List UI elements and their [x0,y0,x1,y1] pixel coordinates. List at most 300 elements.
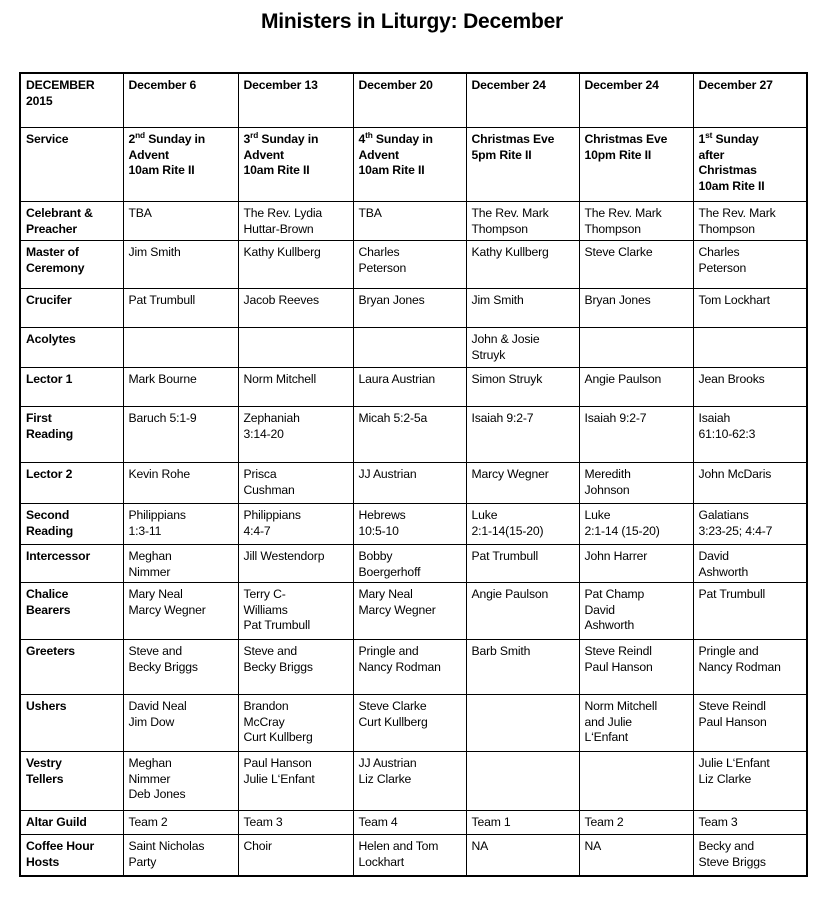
cell-line: Angie Paulson [471,587,549,602]
cell-line: Vestry [26,756,62,771]
ordinal-suffix: th [365,129,373,140]
cell-line: Julie L‘Enfant [243,771,315,786]
cell-line: 3rd Sunday in [243,129,319,146]
table-row [20,202,807,241]
table-cell [353,368,466,407]
cell-line: Lockhart [358,854,405,869]
table-cell [123,128,238,202]
cell-line: 10:5-10 [358,523,399,538]
table-cell [579,640,693,695]
row-label [20,328,123,368]
cell-line: NA [471,839,489,854]
cell-line: Celebrant & [26,206,93,220]
table-cell [693,241,807,289]
cell-line: Angie Paulson [584,372,662,386]
table-row [20,241,807,289]
cell-line: Terry C- [243,587,286,602]
ordinal-suffix: nd [135,129,145,140]
cell-line: Curt Kullberg [358,714,428,729]
cell-line: Pat Trumbull [471,549,539,563]
cell-line: Choir [243,839,272,854]
table-cell [466,695,579,752]
cell-line: Greeters [26,644,75,659]
cell-line: Steve Reindl [584,644,652,659]
cell-line: Team 3 [243,815,283,830]
cell-line: after [698,147,725,162]
cell-line: 4:4-7 [243,523,271,538]
cell-line: Team 2 [584,815,624,830]
table-cell [238,504,353,545]
cell-line: David [698,549,729,563]
table-cell [466,463,579,504]
table-cell [579,128,693,202]
cell-line: DECEMBER [26,78,95,92]
table-cell [353,202,466,241]
table-cell [466,128,579,202]
table-header-row [20,73,807,128]
cell-line: Pringle and [698,644,759,659]
cell-line: Chalice [26,587,69,602]
cell-line: Isaiah [698,411,731,425]
cell-line: TBA [128,206,152,220]
cell-line: Bobby [358,549,393,563]
table-cell [466,289,579,328]
table-cell [579,202,693,241]
cell-line: Marcy Wegner [358,602,436,617]
cell-line: 1:3-11 [128,523,162,538]
cell-line: Advent [243,147,284,162]
table-cell [238,811,353,835]
table-cell [693,752,807,811]
cell-line: Jim Dow [128,714,175,729]
table-cell [579,695,693,752]
cell-line: Baruch 5:1-9 [128,411,197,425]
table-cell [353,752,466,811]
table-cell [693,583,807,640]
table-cell [353,811,466,835]
cell-line: Liz Clarke [698,771,752,786]
table-cell [123,695,238,752]
table-cell [466,241,579,289]
cell-line: Steve Clarke [358,699,427,714]
cell-line: Isaiah 9:2-7 [471,411,534,425]
cell-line: Reading [26,523,74,538]
cell-line: Coffee Hour [26,839,95,854]
cell-line: Becky Briggs [243,659,313,674]
cell-line: Nancy Rodman [358,659,441,674]
cell-line: Micah 5:2-5a [358,411,428,425]
table-cell [466,545,579,583]
row-label [20,504,123,545]
cell-line: Charles [358,245,400,259]
cell-line: Norm Mitchell [584,699,658,714]
cell-line: Christmas Eve [584,132,668,146]
cell-line: Meredith [584,467,631,481]
column-header-6: December 27 [693,73,807,128]
cell-line: Paul Hanson [243,756,312,771]
cell-line: Team 2 [128,815,168,830]
cell-line: Steve Clarke [584,245,653,259]
row-label [20,811,123,835]
cell-line: Tellers [26,771,64,786]
cell-line: 5pm Rite II [471,147,532,162]
cell-line: Curt Kullberg [243,730,313,745]
cell-line: NA [584,839,602,854]
cell-line: Philippians [128,508,186,522]
cell-line: Ashworth [698,564,749,579]
table-cell [466,811,579,835]
cell-line: The Rev. Mark [584,206,662,220]
row-label [20,289,123,328]
cell-line: Luke [584,508,611,522]
table-cell [579,407,693,463]
table-cell [353,545,466,583]
column-header-4: December 24 [466,73,579,128]
table-cell [693,811,807,835]
cell-line: Isaiah 9:2-7 [584,411,647,425]
cell-line: Pat Trumbull [128,293,196,307]
corner-header-cell [20,73,123,128]
cell-line: Thompson [584,221,641,236]
cell-line: Pat Trumbull [698,587,766,602]
table-cell [123,583,238,640]
table-cell [123,463,238,504]
cell-line: Pringle and [358,644,419,659]
cell-line: Pat Trumbull [243,618,311,633]
table-cell [238,289,353,328]
cell-line: Steve Briggs [698,854,766,869]
table-cell [353,328,466,368]
table-cell [579,463,693,504]
cell-line: Team 4 [358,815,398,830]
cell-line: Meghan [128,549,172,563]
cell-line: Kevin Rohe [128,467,191,481]
cell-line: Julie L‘Enfant [698,756,770,771]
cell-line: Ashworth [584,618,635,633]
table-cell [238,640,353,695]
table-cell [353,695,466,752]
cell-line: Peterson [358,260,407,275]
cell-line: Paul Hanson [698,714,767,729]
cell-line: Team 3 [698,815,738,830]
cell-line: and Julie [584,714,632,729]
table-cell [693,545,807,583]
cell-line: Jim Smith [471,293,524,307]
cell-line: Thompson [471,221,528,236]
cell-line: 10am Rite II [243,163,310,178]
column-header-1: December 6 [123,73,238,128]
cell-line: John & Josie [471,332,540,346]
table-cell [466,328,579,368]
row-label [20,583,123,640]
cell-line: Brandon [243,699,289,714]
table-cell [123,504,238,545]
row-label [20,202,123,241]
cell-line: Lector 2 [26,467,73,481]
table-cell [693,504,807,545]
cell-line: 2:1-14(15-20) [471,523,544,538]
table-cell [238,328,353,368]
cell-line: Altar Guild [26,815,87,830]
cell-line: First [26,411,52,425]
cell-line: Team 1 [471,815,511,830]
table-cell [238,752,353,811]
table-row [20,752,807,811]
cell-line: Bearers [26,602,71,617]
cell-line: The Rev. Lydia [243,206,323,220]
cell-line: 3:14-20 [243,426,284,441]
table-cell [238,407,353,463]
table-cell [466,407,579,463]
cell-line: L‘Enfant [584,730,629,745]
cell-line: Jill Westendorp [243,549,325,563]
cell-line: Peterson [698,260,747,275]
table-row [20,504,807,545]
cell-line: Liz Clarke [358,771,412,786]
cell-line: Boergerhoff [358,564,421,579]
schedule-table-container [19,72,806,877]
table-cell [579,368,693,407]
table-cell [693,695,807,752]
table-cell [238,695,353,752]
cell-line: Bryan Jones [584,293,651,307]
cell-line: The Rev. Mark [698,206,776,220]
table-cell [123,328,238,368]
table-cell [238,583,353,640]
cell-line: Mark Bourne [128,372,197,386]
cell-line: Jean Brooks [698,372,765,386]
cell-line: Advent [358,147,399,162]
table-cell [353,241,466,289]
table-cell [123,241,238,289]
cell-line: Party [128,854,157,869]
cell-line: Mary Neal [128,587,183,602]
cell-line: 2nd Sunday in [128,129,206,146]
table-row [20,368,807,407]
cell-line: David Neal [128,699,187,714]
cell-line: Barb Smith [471,644,531,659]
table-cell [123,202,238,241]
cell-line: Steve and [243,644,298,659]
table-cell [123,811,238,835]
table-row [20,811,807,835]
table-cell [123,835,238,877]
cell-line: David [584,602,615,617]
table-cell [353,128,466,202]
cell-line: Crucifer [26,293,72,307]
cell-line: Preacher [26,221,77,236]
table-cell [238,368,353,407]
cell-line: Jim Smith [128,245,181,259]
table-cell [579,504,693,545]
table-cell [238,835,353,877]
cell-line: Zephaniah [243,411,300,425]
cell-line: Hosts [26,854,60,869]
cell-line: Charles [698,245,740,259]
cell-line: Advent [128,147,169,162]
table-cell [353,289,466,328]
ordinal-suffix: st [705,129,713,140]
row-label [20,128,123,202]
cell-line: Galatians [698,508,749,522]
table-cell [353,463,466,504]
cell-line: TBA [358,206,382,220]
row-label [20,640,123,695]
table-cell [579,835,693,877]
cell-line: 2015 [26,93,53,108]
table-cell [123,545,238,583]
cell-line: Master of [26,245,79,259]
table-cell [466,640,579,695]
cell-line: Struyk [471,347,506,362]
cell-line: 10am Rite II [128,163,195,178]
table-cell [466,583,579,640]
cell-line: Steve Reindl [698,699,766,714]
table-cell [353,640,466,695]
cell-line: Marcy Wegner [471,467,549,481]
cell-line: Intercessor [26,549,91,563]
row-label [20,695,123,752]
table-cell [123,407,238,463]
table-cell [466,752,579,811]
table-row [20,835,807,877]
table-cell [238,241,353,289]
row-label [20,835,123,877]
row-label [20,241,123,289]
cell-line: Acolytes [26,332,76,346]
cell-line: 10am Rite II [358,163,425,178]
cell-line: Christmas [698,163,757,178]
cell-line: Laura Austrian [358,372,435,386]
table-cell [238,128,353,202]
table-cell [123,752,238,811]
cell-line: 10pm Rite II [584,147,652,162]
table-cell [353,835,466,877]
cell-line: Steve and [128,644,183,659]
cell-line: 3:23-25; 4:4-7 [698,523,773,538]
cell-line: Simon Struyk [471,372,543,386]
cell-line: Nimmer [128,564,171,579]
table-cell [123,289,238,328]
ministers-schedule-table [19,72,808,877]
cell-line: Jacob Reeves [243,293,319,307]
cell-line: Ceremony [26,260,85,275]
cell-line: 4th Sunday in [358,129,433,146]
cell-line: 10am Rite II [698,178,765,193]
cell-line: Nimmer [128,771,171,786]
cell-line: The Rev. Mark [471,206,549,220]
table-cell [466,835,579,877]
cell-line: Hebrews [358,508,406,522]
table-cell [466,504,579,545]
cell-line: Kathy Kullberg [471,245,549,259]
table-row [20,695,807,752]
cell-line: Becky Briggs [128,659,198,674]
cell-line: Lector 1 [26,372,73,386]
cell-line: Cushman [243,482,295,497]
cell-line: McCray [243,714,285,729]
table-row [20,583,807,640]
table-cell [579,328,693,368]
cell-line: John McDaris [698,467,772,481]
cell-line: JJ Austrian [358,756,417,771]
cell-line: Huttar-Brown [243,221,314,236]
cell-line: Mary Neal [358,587,413,602]
table-cell [238,463,353,504]
table-cell [123,368,238,407]
table-cell [693,368,807,407]
cell-line: Meghan [128,756,172,771]
cell-line: 1st Sunday [698,129,759,146]
table-row [20,289,807,328]
cell-line: Norm Mitchell [243,372,317,386]
table-cell [693,202,807,241]
column-header-5: December 24 [579,73,693,128]
table-cell [238,545,353,583]
row-label [20,368,123,407]
cell-line: Prisca [243,467,277,481]
column-header-3: December 20 [353,73,466,128]
column-header-2: December 13 [238,73,353,128]
cell-line: Deb Jones [128,787,186,802]
table-cell [579,752,693,811]
table-cell [353,583,466,640]
table-cell [579,545,693,583]
table-row [20,128,807,202]
cell-line: Helen and Tom [358,839,439,854]
cell-line: Williams [243,602,288,617]
table-cell [579,241,693,289]
cell-line: Second [26,508,70,522]
cell-line: Philippians [243,508,301,522]
table-cell [693,128,807,202]
cell-line: Kathy Kullberg [243,245,321,259]
table-cell [238,202,353,241]
table-cell [693,328,807,368]
table-cell [466,368,579,407]
table-cell [579,583,693,640]
table-row [20,328,807,368]
table-row [20,640,807,695]
cell-line: Marcy Wegner [128,602,206,617]
cell-line: Paul Hanson [584,659,653,674]
cell-line: 61:10-62:3 [698,426,756,441]
table-cell [693,289,807,328]
table-cell [693,835,807,877]
table-cell [123,640,238,695]
table-cell [579,289,693,328]
table-cell [466,202,579,241]
row-label [20,752,123,811]
cell-line: Reading [26,426,74,441]
cell-line: Service [26,132,69,146]
page-title: Ministers in Liturgy: December [260,10,564,33]
cell-line: Luke [471,508,498,522]
cell-line: 2:1-14 (15-20) [584,523,660,538]
cell-line: JJ Austrian [358,467,417,481]
table-row [20,463,807,504]
cell-line: Bryan Jones [358,293,425,307]
cell-line: Christmas Eve [471,132,555,146]
table-cell [693,407,807,463]
cell-line: John Harrer [584,549,648,563]
cell-line: Tom Lockhart [698,293,770,307]
table-cell [353,407,466,463]
table-cell [353,504,466,545]
table-row [20,545,807,583]
cell-line: Pat Champ [584,587,645,602]
row-label [20,545,123,583]
